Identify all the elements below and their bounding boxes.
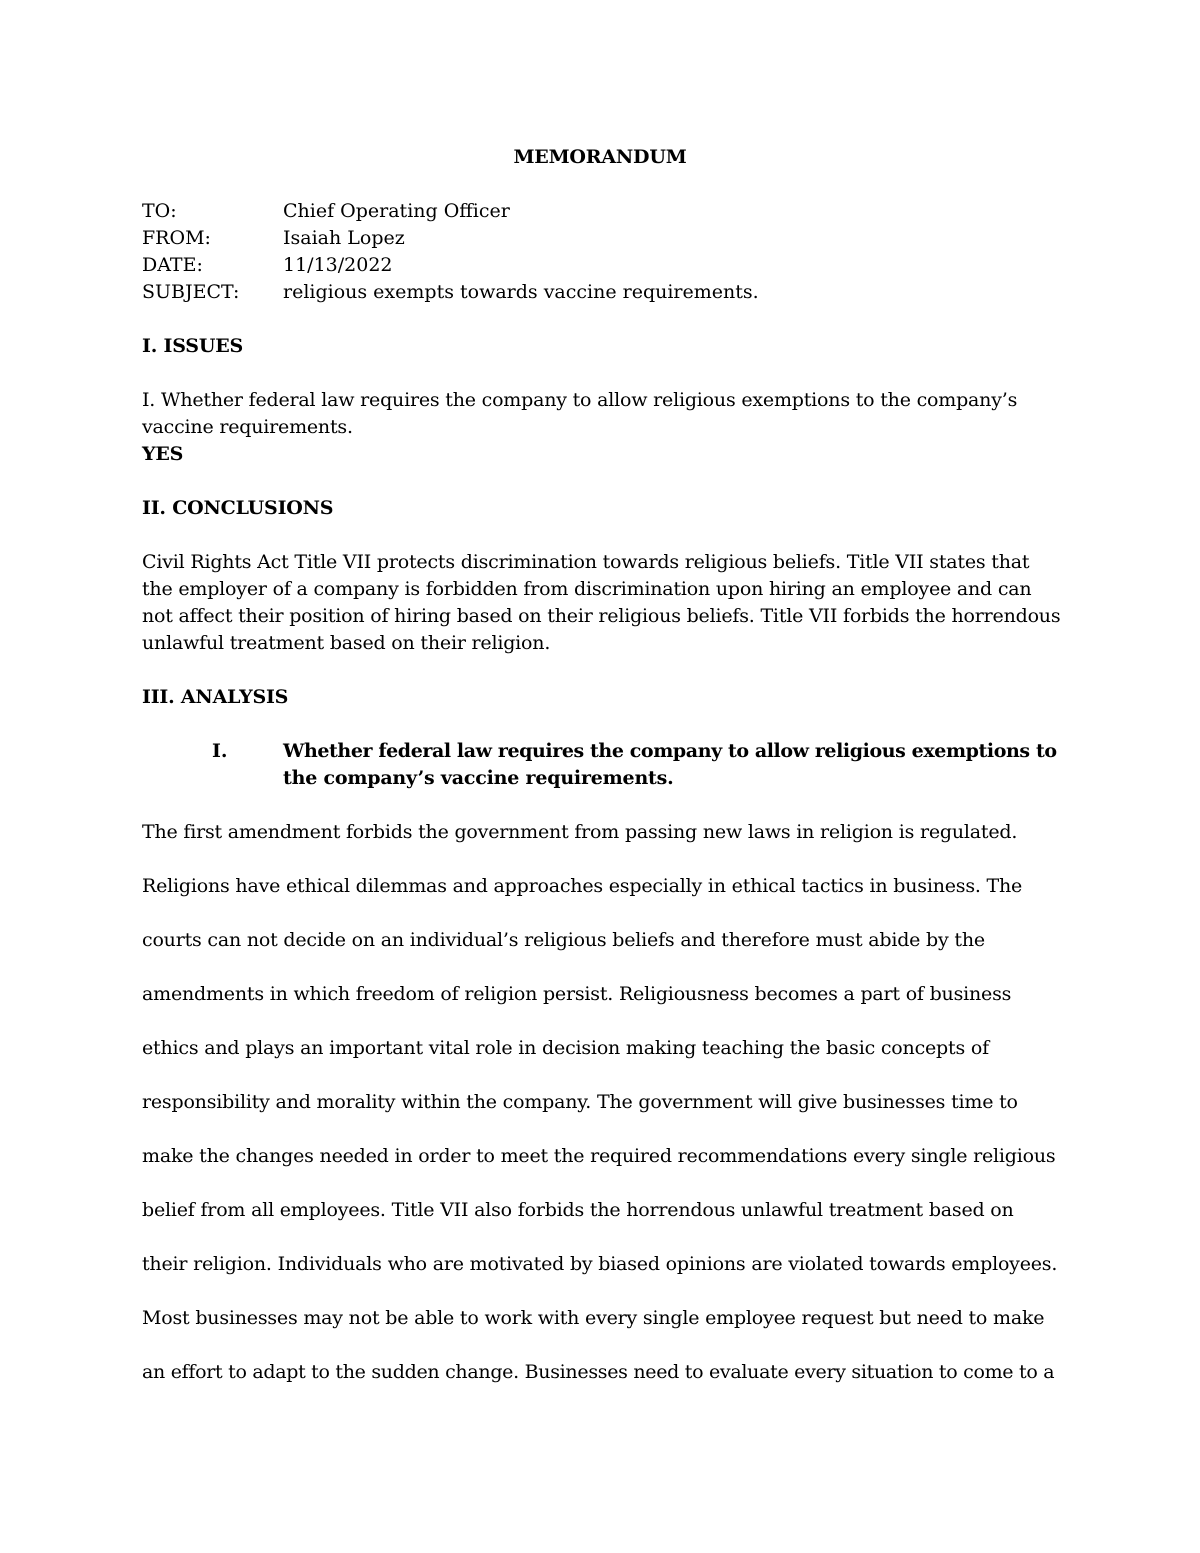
- from-label: FROM:: [142, 227, 211, 249]
- analysis-heading: III. ANALYSIS: [142, 686, 289, 708]
- memo-title: MEMORANDUM: [513, 146, 687, 168]
- conclusions-line: unlawful treatment based on their religion.: [142, 632, 551, 654]
- analysis-subheading-line: the company’s vaccine requirements.: [283, 767, 674, 789]
- analysis-line: amendments in which freedom of religion persist. Religiousness becomes a part of business: [142, 983, 1012, 1005]
- analysis-line: their religion. Individuals who are motivated by biased opinions are violated towards employees.: [142, 1253, 1058, 1275]
- analysis-line: make the changes needed in order to meet the required recommendations every single religious: [142, 1145, 1056, 1167]
- analysis-subheading-line: Whether federal law requires the company to allow religious exemptions to: [283, 740, 1057, 762]
- analysis-line: responsibility and morality within the company. The government will give businesses time to: [142, 1091, 1018, 1113]
- conclusions-line: Civil Rights Act Title VII protects discrimination towards religious beliefs. Title VII states that: [142, 551, 1030, 573]
- conclusions-heading: II. CONCLUSIONS: [142, 497, 334, 519]
- analysis-line: Most businesses may not be able to work with every single employee request but need to make: [142, 1307, 1045, 1329]
- analysis-line: The first amendment forbids the government from passing new laws in religion is regulated.: [142, 821, 1018, 843]
- conclusions-line: the employer of a company is forbidden from discrimination upon hiring an employee and can: [142, 578, 1032, 600]
- issues-heading: I. ISSUES: [142, 335, 244, 357]
- analysis-line: ethics and plays an important vital role in decision making teaching the basic concepts of: [142, 1037, 989, 1059]
- date-label: DATE:: [142, 254, 203, 276]
- to-value: Chief Operating Officer: [283, 200, 510, 222]
- issues-line: vaccine requirements.: [142, 416, 353, 438]
- analysis-line: an effort to adapt to the sudden change. Businesses need to evaluate every situation to come to a: [142, 1361, 1055, 1383]
- issues-answer: YES: [142, 443, 184, 465]
- analysis-line: Religions have ethical dilemmas and approaches especially in ethical tactics in business. The: [142, 875, 1023, 897]
- conclusions-line: not affect their position of hiring based on their religious beliefs. Title VII forbids the horrendous: [142, 605, 1061, 627]
- subject-label: SUBJECT:: [142, 281, 240, 303]
- analysis-line: belief from all employees. Title VII also forbids the horrendous unlawful treatment based on: [142, 1199, 1014, 1221]
- issues-line: I. Whether federal law requires the company to allow religious exemptions to the company’s: [142, 389, 1018, 411]
- date-value: 11/13/2022: [283, 254, 393, 276]
- analysis-subheading-number: I.: [212, 740, 228, 762]
- analysis-line: courts can not decide on an individual’s religious beliefs and therefore must abide by the: [142, 929, 985, 951]
- from-value: Isaiah Lopez: [283, 227, 405, 249]
- subject-value: religious exempts towards vaccine requirements.: [283, 281, 759, 303]
- to-label: TO:: [142, 200, 177, 222]
